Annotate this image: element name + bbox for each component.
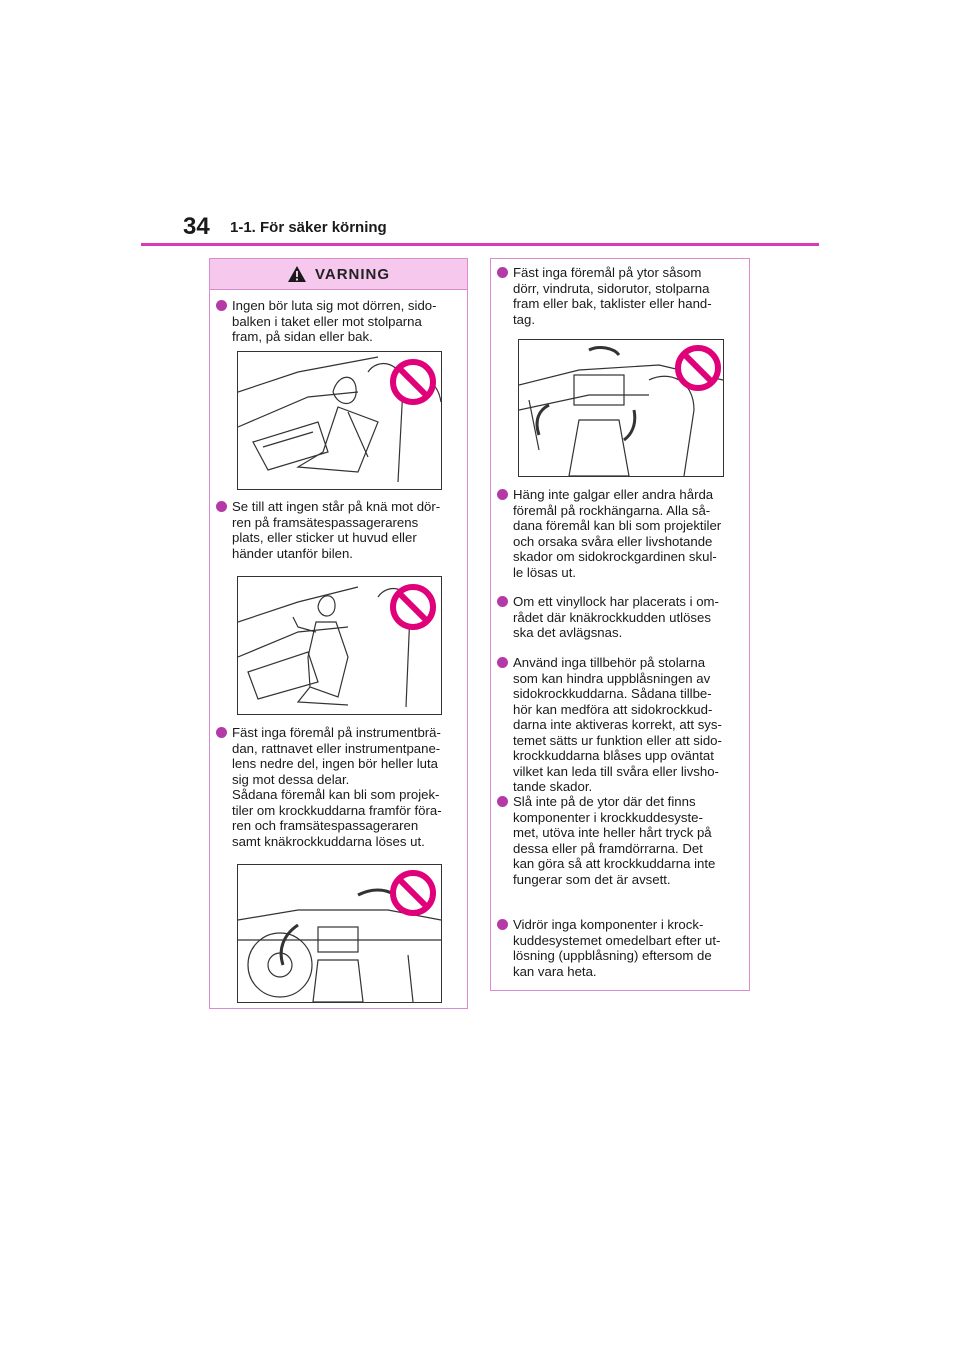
right-bullet-2 <box>497 487 733 580</box>
warning-bullet-3 <box>216 725 452 849</box>
right-bullet-text: Om ett vinyllock har placerats i om- rådet där knäkrockkudden utlöses ska det avlägsnas. <box>513 594 719 640</box>
bullet-dot-icon <box>497 796 508 807</box>
right-bullet-text: Fäst inga föremål på ytor såsom dörr, vindruta, sidorutor, stolparna fram eller bak, taklister eller hand- tag. <box>513 265 712 327</box>
prohibition-icon <box>389 358 437 406</box>
warning-triangle-icon <box>287 265 307 283</box>
bullet-dot-icon <box>497 267 508 278</box>
right-bullet-3 <box>497 594 733 641</box>
section-title: 1-1. För säker körning <box>230 219 387 236</box>
illustration-kneeling-seat <box>237 576 442 715</box>
illustration-leaning-door <box>237 351 442 490</box>
right-bullet-5 <box>497 794 733 887</box>
warning-bullet-text: Se till att ingen står på knä mot dör- ren på framsätespassagerarens plats, eller sticker ut huvud eller händer utanför bilen. <box>232 499 441 561</box>
bullet-dot-icon <box>497 657 508 668</box>
right-bullet-text: Häng inte galgar eller andra hårda föremål på rockhängarna. Alla så- dana föremål kan bli som projektiler och orsaka svåra eller livshotande skador om sidokrockgardinen skul- le lösas ut. <box>513 487 722 580</box>
bullet-dot-icon <box>216 727 227 738</box>
illustration-dashboard <box>237 864 442 1003</box>
bullet-dot-icon <box>497 919 508 930</box>
page-number: 34 <box>183 213 210 240</box>
illustration-interior-surfaces <box>518 339 724 477</box>
header-divider <box>141 243 819 246</box>
warning-bullet-text: Ingen bör luta sig mot dörren, sido- balken i taket eller mot stolparna fram, på sidan eller bak. <box>232 298 437 344</box>
warning-bullet-1 <box>216 298 452 345</box>
right-bullet-text: Slå inte på de ytor där det finns komponenter i krockkuddesyste- met, utöva inte heller hårt tryck på dessa eller på framdörrarna. Det kan göra så att krockkuddarna inte fungerar som det är avsett. <box>513 794 716 887</box>
warning-box <box>209 258 468 1009</box>
warning-bullet-2 <box>216 499 452 561</box>
warning-bullet-text: Fäst inga föremål på instrumentbrä- dan, rattnavet eller instrumentpane- lens nedre del, ingen bör heller luta sig mot dessa delar. Sådana föremål kan bli som projek- tiler om krockkuddarna framför föra- ren och framsätespassageraren samt knäkrockkuddarna löses ut. <box>232 725 442 849</box>
right-bullet-1 <box>497 265 733 327</box>
right-bullet-text: Vidrör inga komponenter i krock- kuddesystemet omedelbart efter ut- lösning (uppblåsning) eftersom de kan vara heta. <box>513 917 721 979</box>
prohibition-icon <box>674 344 722 392</box>
warning-header <box>210 259 467 290</box>
warning-title: VARNING <box>314 265 391 283</box>
right-bullet-6 <box>497 917 733 979</box>
right-bullet-4 <box>497 655 733 795</box>
bullet-dot-icon <box>497 596 508 607</box>
prohibition-icon <box>389 869 437 917</box>
bullet-dot-icon <box>497 489 508 500</box>
right-bullet-text: Använd inga tillbehör på stolarna som kan hindra uppblåsningen av sidokrockkuddarna. Sådana tillbe- hör kan medföra att sidokrockkud- darna inte aktiveras korrekt, att sys- temet sätts ur funktion eller att sido- krockkuddarna blåses upp oväntat vilket kan leda till svåra eller livsho- tande skador. <box>513 655 722 794</box>
bullet-dot-icon <box>216 501 227 512</box>
bullet-dot-icon <box>216 300 227 311</box>
right-column-box <box>490 258 750 991</box>
prohibition-icon <box>389 583 437 631</box>
